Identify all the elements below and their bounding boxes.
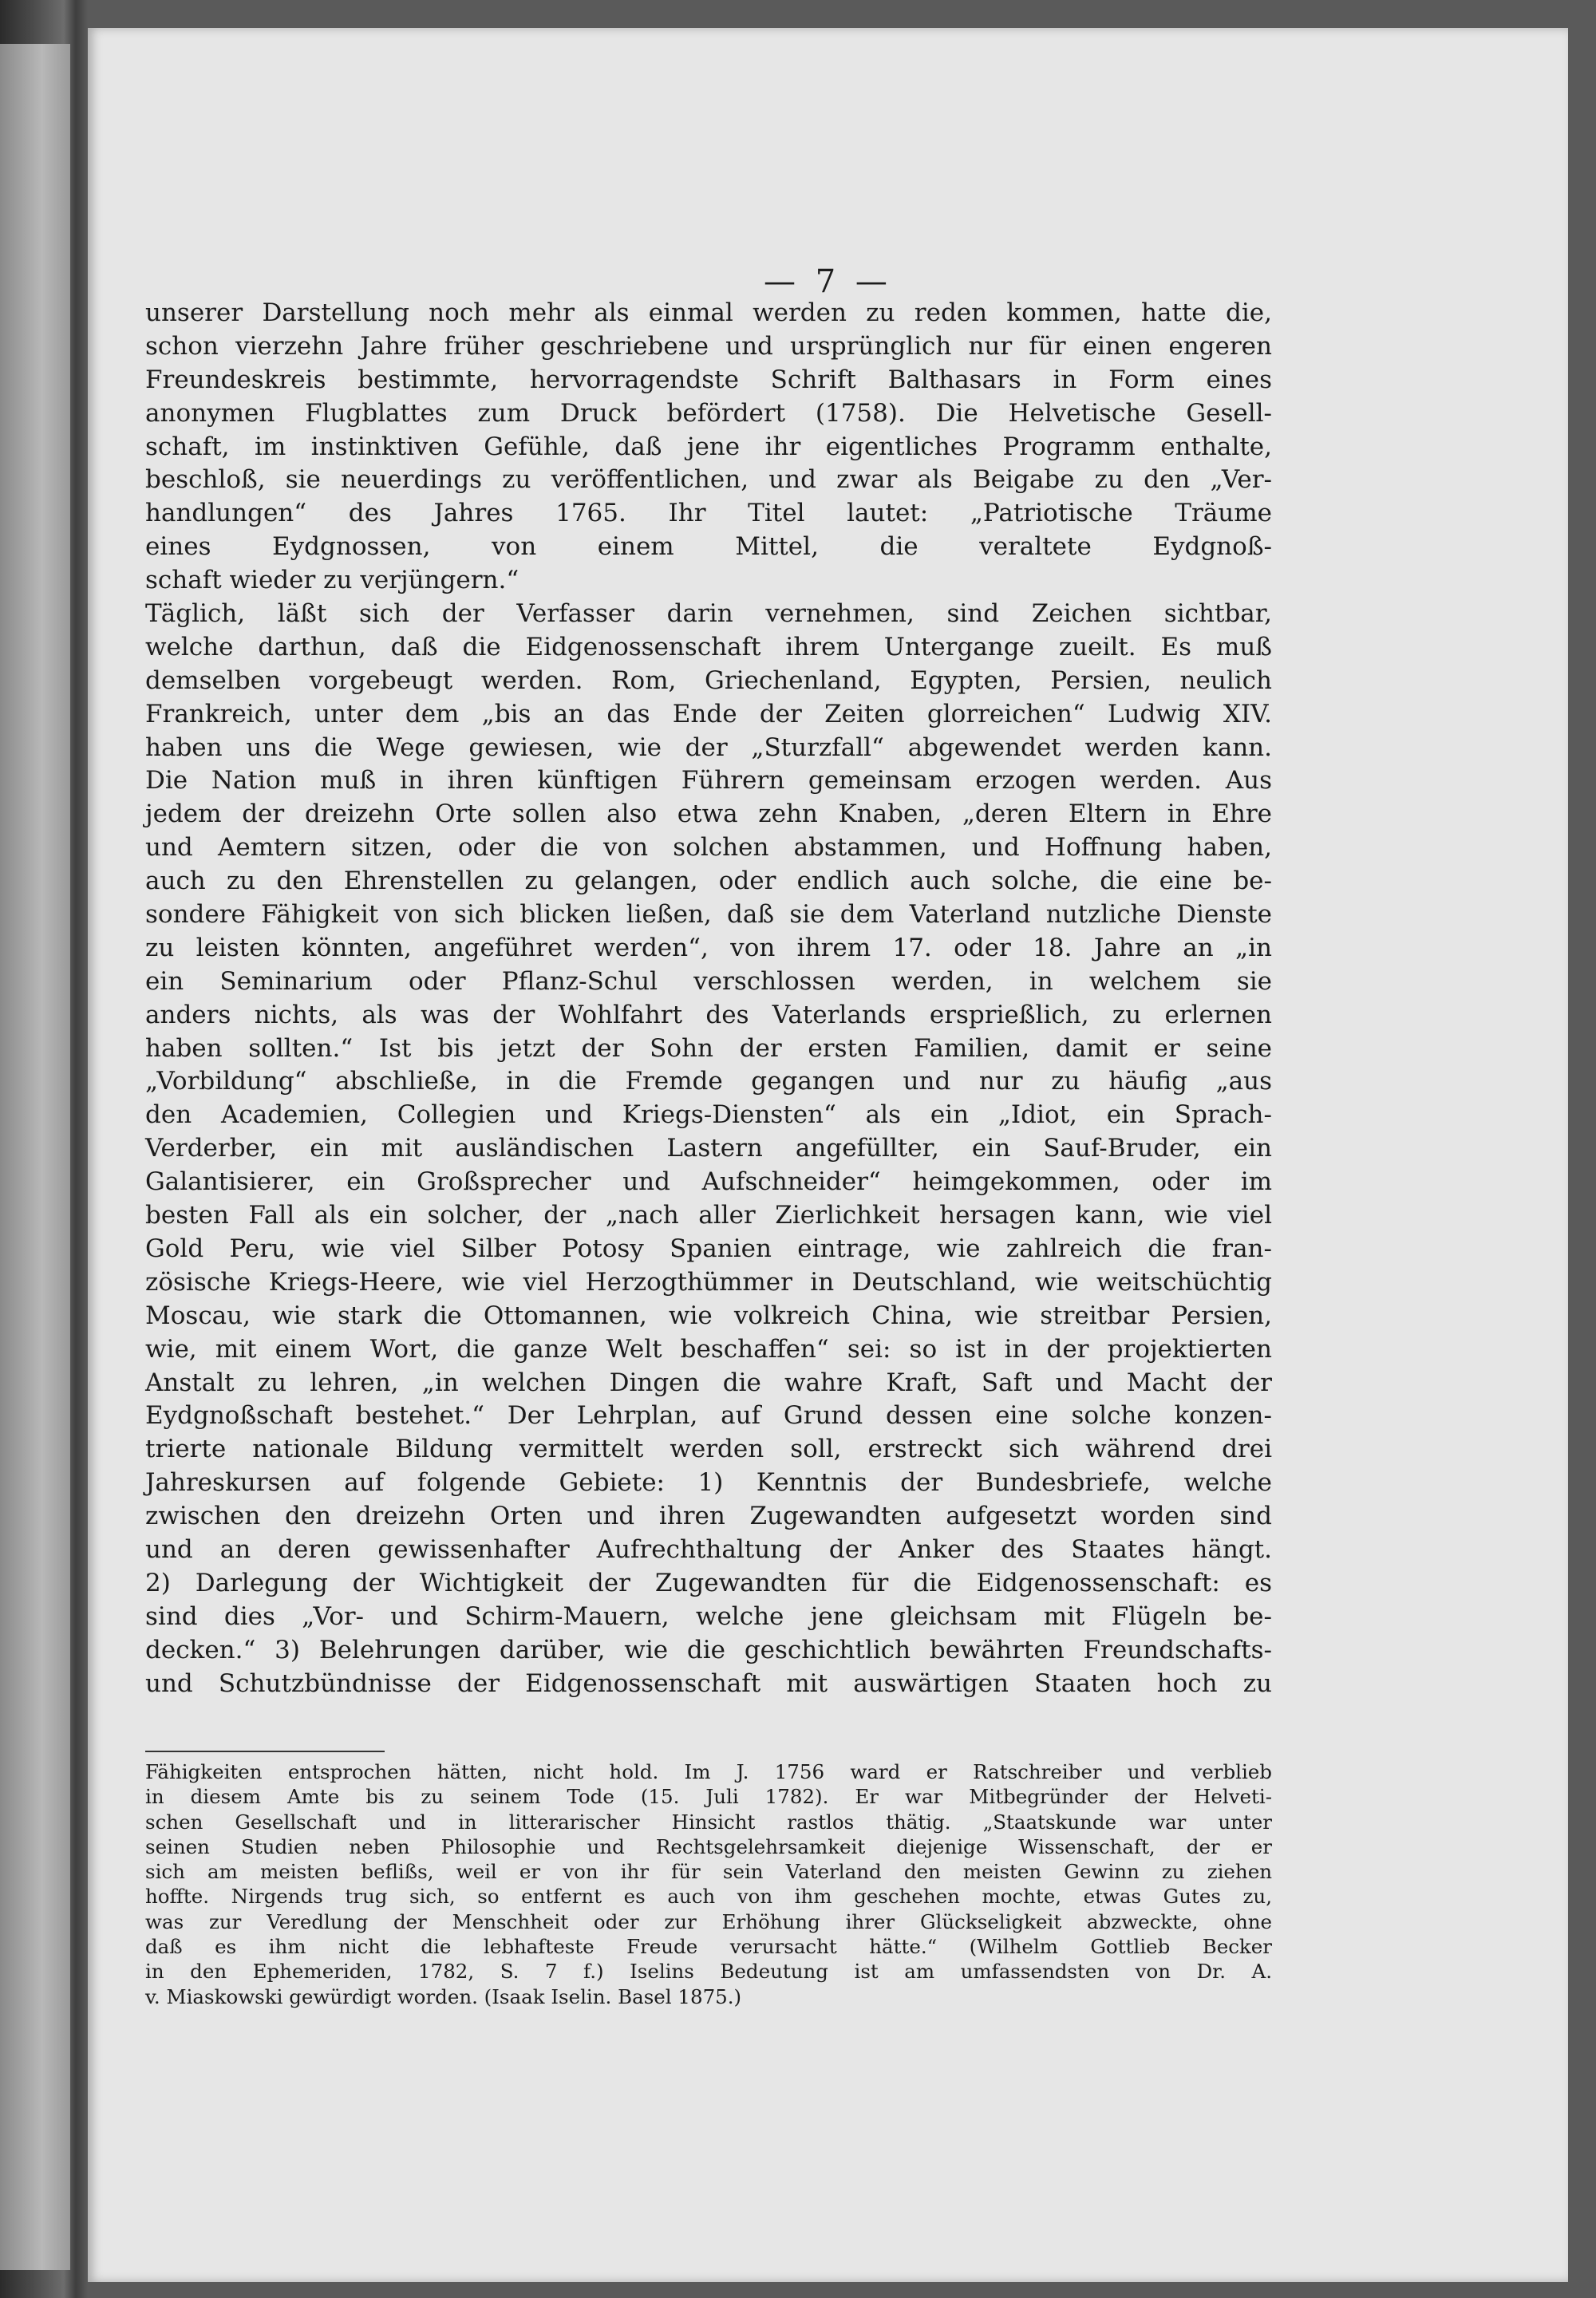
body-line: anonymen Flugblattes zum Druck befördert (1758). Die Helvetische Gesell- [145, 398, 1272, 428]
body-line: haben sollten.“ Ist bis jetzt der Sohn der ersten Familien, damit er seine [145, 1033, 1272, 1063]
body-line: Gold Peru, wie viel Silber Potosy Spanien eintrage, wie zahlreich die fran- [145, 1234, 1272, 1263]
footnote-line: schen Gesellschaft und in litterarischer Hinsicht rastlos thätig. „Staatskunde war unter [145, 1810, 1272, 1834]
body-line: eines Eydgnossen, von einem Mittel, die veraltete Eydgnoß- [145, 532, 1272, 562]
body-line: Die Nation muß in ihren künftigen Führern gemeinsam erzogen werden. Aus [145, 766, 1272, 796]
body-line: beschloß, sie neuerdings zu veröffentlichen, und zwar als Beigabe zu den „Ver- [145, 465, 1272, 495]
body-line: Freundeskreis bestimmte, hervorragendste Schrift Balthasars in Form eines [145, 365, 1272, 394]
body-line: haben uns die Wege gewiesen, wie der „Sturzfall“ abgewendet werden kann. [145, 732, 1272, 762]
facing-page-edge [0, 44, 70, 2270]
body-line: decken.“ 3) Belehrungen darüber, wie die geschichtlich bewährten Freundschafts- [145, 1635, 1272, 1664]
body-line: und Aemtern sitzen, oder die von solchen abstammen, und Hoffnung haben, [145, 833, 1272, 863]
body-line: unserer Darstellung noch mehr als einmal werden zu reden kommen, hatte die, [145, 298, 1272, 327]
footnote-divider [145, 1751, 385, 1752]
body-line: schaft wieder zu verjüngern.“ [145, 566, 519, 595]
body-line: handlungen“ des Jahres 1765. Ihr Titel lautet: „Patriotische Träume [145, 499, 1272, 528]
body-line: Eydgnoßschaft bestehet.“ Der Lehrplan, auf Grund dessen eine solche konzen- [145, 1401, 1272, 1431]
body-line: Täglich, läßt sich der Verfasser darin vernehmen, sind Zeichen sichtbar, [145, 599, 1272, 629]
body-line: anders nichts, als was der Wohlfahrt des Vaterlands ersprießlich, zu erlernen [145, 1000, 1272, 1029]
body-line: zösische Kriegs-Heere, wie viel Herzogthümmer in Deutschland, wie weitschüchtig [145, 1267, 1272, 1297]
footnotes [145, 1759, 1272, 2009]
footnote-line: Fähigkeiten entsprochen hätten, nicht hold. Im J. 1756 ward er Ratschreiber und verblieb [145, 1760, 1272, 1783]
body-line: demselben vorgebeugt werden. Rom, Griechenland, Egypten, Persien, neulich [145, 665, 1272, 695]
body-line: wie, mit einem Wort, die ganze Welt beschaffen“ sei: so ist in der projektierten [145, 1334, 1272, 1364]
footnote-line: hoffte. Nirgends trug sich, so entfernt es auch von ihm geschehen mochte, etwas Gutes zu, [145, 1885, 1272, 1909]
footnote-line: in den Ephemeriden, 1782, S. 7 f.) Iselins Bedeutung ist am umfassendsten von Dr. A. [145, 1960, 1272, 1984]
body-line: „Vorbildung“ abschließe, in die Fremde gegangen und nur zu häufig „aus [145, 1067, 1272, 1096]
body-line: sondere Fähigkeit von sich blicken ließen, daß sie dem Vaterland nutzliche Dienste [145, 900, 1272, 930]
body-line: Verderber, ein mit ausländischen Lastern angefüllter, ein Sauf-Bruder, ein [145, 1134, 1272, 1163]
body-line: Galantisierer, ein Großsprecher und Aufschneider“ heimgekommen, oder im [145, 1167, 1272, 1197]
body-text [145, 297, 1272, 1700]
body-line: welche darthun, daß die Eidgenossenschaft ihrem Untergange zueilt. Es muß [145, 632, 1272, 661]
body-line: zu leisten könnten, angeführet werden“, von ihrem 17. oder 18. Jahre an „in [145, 933, 1272, 962]
body-line: jedem der dreizehn Orte sollen also etwa zehn Knaben, „deren Eltern in Ehre [145, 800, 1272, 829]
footnote-line: daß es ihm nicht die lebhafteste Freude verursacht hätte.“ (Wilhelm Gottlieb Becker [145, 1935, 1272, 1959]
body-line: schon vierzehn Jahre früher geschriebene und ursprünglich nur für einen engeren [145, 331, 1272, 361]
body-line: trierte nationale Bildung vermittelt werden soll, erstreckt sich während drei [145, 1435, 1272, 1464]
body-line: Moscau, wie stark die Ottomannen, wie volkreich China, wie streitbar Persien, [145, 1301, 1272, 1330]
footnote-line: sich am meisten beflißs, weil er von ihr für sein Vaterland den meisten Gewinn zu ziehen [145, 1860, 1272, 1884]
body-line: schaft, im instinktiven Gefühle, daß jene ihr eigentliches Programm enthalte, [145, 432, 1272, 461]
page-number: — 7 — [764, 263, 892, 300]
footnote-line: seinen Studien neben Philosophie und Rechtsgelehrsamkeit diejenige Wissenschaft, der er [145, 1834, 1272, 1858]
body-line: 2) Darlegung der Wichtigkeit der Zugewandten für die Eidgenossenschaft: es [145, 1568, 1272, 1597]
footnote-line: was zur Veredlung der Menschheit oder zur Erhöhung ihrer Glückseligkeit abzweckte, ohne [145, 1909, 1272, 1933]
body-line: Anstalt zu lehren, „in welchen Dingen die wahre Kraft, Saft und Macht der [145, 1368, 1272, 1397]
body-line: und Schutzbündnisse der Eidgenossenschaft mit auswärtigen Staaten hoch zu [145, 1668, 1272, 1698]
body-line: Frankreich, unter dem „bis an das Ende der Zeiten glorreichen“ Ludwig XIV. [145, 699, 1272, 728]
footnote-line: v. Miaskowski gewürdigt worden. (Isaak Iselin. Basel 1875.) [145, 1984, 742, 2008]
body-line: sind dies „Vor- und Schirm-Mauern, welche jene gleichsam mit Flügeln be- [145, 1601, 1272, 1631]
body-line: ein Seminarium oder Pflanz-Schul verschlossen werden, in welchem sie [145, 966, 1272, 996]
body-line: zwischen den dreizehn Orten und ihren Zugewandten aufgesetzt worden sind [145, 1502, 1272, 1531]
body-line: Jahreskursen auf folgende Gebiete: 1) Kenntnis der Bundesbriefe, welche [145, 1468, 1272, 1498]
body-line: auch zu den Ehrenstellen zu gelangen, oder endlich auch solche, die eine be- [145, 867, 1272, 896]
body-line: den Academien, Collegien und Kriegs-Diensten“ als ein „Idiot, ein Sprach- [145, 1100, 1272, 1130]
body-line: besten Fall als ein solcher, der „nach aller Zierlichkeit hersagen kann, wie viel [145, 1201, 1272, 1230]
body-line: und an deren gewissenhafter Aufrechthaltung der Anker des Staates hängt. [145, 1534, 1272, 1564]
footnote-line: in diesem Amte bis zu seinem Tode (15. Juli 1782). Er war Mitbegründer der Helveti- [145, 1785, 1272, 1809]
